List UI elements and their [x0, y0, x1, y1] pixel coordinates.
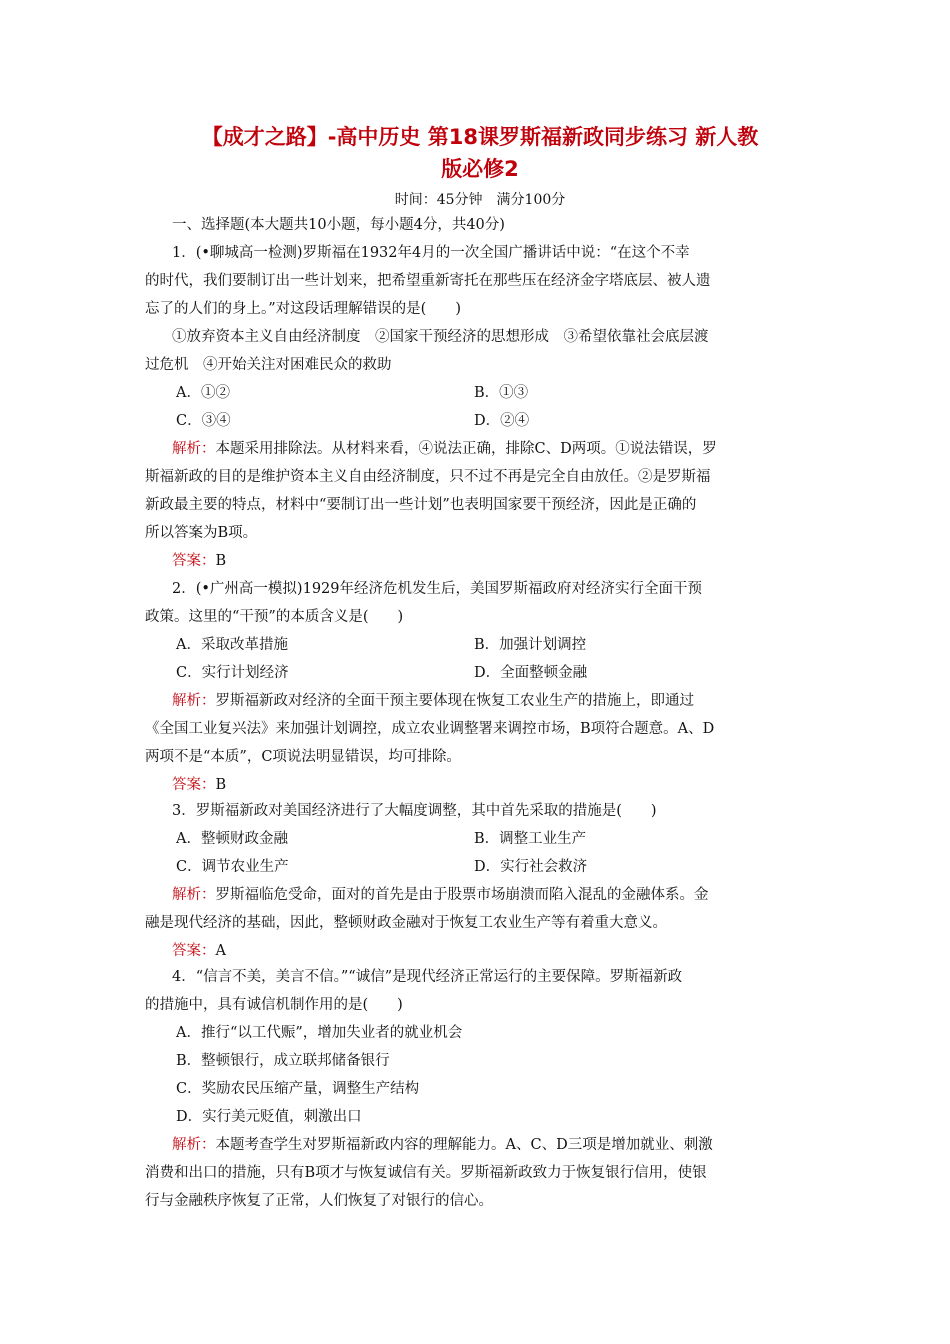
q1-explanation-text1: 本题采用排除法。从材料来看，④说法正确，排除C、D两项。①说法错误，罗	[215, 441, 717, 457]
q4-explanation-line2: 消费和出口的措施，只有B项才与恢复诚信有关。罗斯福新政致力于恢复银行信用，使银	[145, 1165, 707, 1181]
q1-statements-line2: 过危机 ④开始关注对困难民众的救助	[145, 357, 392, 373]
time-limit: 时间：45分钟	[394, 192, 483, 208]
q4-option-d: D．实行美元贬值，刺激出口	[176, 1109, 362, 1125]
q4-option-b: B．整顿银行，成立联邦储备银行	[176, 1053, 390, 1069]
q4-explanation-line1	[172, 1134, 810, 1156]
doc-title-line2: 版必修2	[441, 157, 519, 181]
q2-option-d: D．全面整顿金融	[474, 665, 588, 681]
q2-explanation-line1	[172, 690, 810, 712]
q2-explanation-line3: 两项不是“本质”，C项说法明显错误，均可排除。	[145, 749, 461, 765]
answer-label: 答案：	[172, 553, 216, 569]
q1-stem-line1: 1．(•聊城高一检测)罗斯福在1932年4月的一次全国广播讲话中说：“在这个不幸	[172, 245, 690, 261]
q3-option-a: A．整顿财政金融	[176, 831, 288, 847]
q3-answer	[172, 940, 810, 962]
q3-answer-value: A	[215, 943, 226, 959]
q1-explanation-line4: 所以答案为B项。	[145, 525, 258, 541]
doc-title-line1: 【成才之路】-高中历史 第18课罗斯福新政同步练习 新人教	[201, 125, 759, 149]
q3-option-d: D．实行社会救济	[474, 859, 588, 875]
q1-answer	[172, 550, 810, 572]
q1-statements-line1: ①放弃资本主义自由经济制度 ②国家干预经济的思想形成 ③希望依靠社会底层渡	[172, 329, 709, 345]
explanation-label: 解析：	[172, 441, 216, 457]
q1-explanation-line3: 新政最主要的特点，材料中“要制订出一些计划”也表明国家要干预经济，因此是正确的	[145, 497, 697, 513]
section-heading: 一、选择题(本大题共10小题，每小题4分，共40分)	[172, 217, 505, 233]
q3-explanation-line2: 融是现代经济的基础，因此，整顿财政金融对于恢复工农业生产等有着重大意义。	[145, 915, 667, 931]
q1-stem-line2: 的时代，我们要制订出一些计划来，把希望重新寄托在那些压在经济金字塔底层、被人遗	[145, 273, 711, 289]
q1-option-c: C．③④	[176, 413, 231, 429]
answer-label: 答案：	[172, 777, 216, 793]
q4-option-c: C．奖励农民压缩产量，调整生产结构	[176, 1081, 420, 1097]
q4-explanation-line3: 行与金融秩序恢复了正常，人们恢复了对银行的信心。	[145, 1193, 493, 1209]
explanation-label: 解析：	[172, 887, 216, 903]
q3-stem-line1: 3．罗斯福新政对美国经济进行了大幅度调整，其中首先采取的措施是( )	[172, 803, 657, 819]
q2-option-b: B．加强计划调控	[474, 637, 587, 653]
q1-option-d: D．②④	[474, 413, 530, 429]
q2-option-a: A．采取改革措施	[176, 637, 288, 653]
q4-explanation-text1: 本题考查学生对罗斯福新政内容的理解能力。A、C、D三项是增加就业、刺激	[215, 1137, 713, 1153]
q1-option-a: A．①②	[176, 385, 230, 401]
q4-stem-line2: 的措施中，具有诚信机制作用的是( )	[145, 997, 403, 1013]
q2-answer	[172, 774, 810, 796]
q2-stem-line2: 政策。这里的“干预”的本质含义是( )	[145, 609, 404, 625]
q1-option-b: B．①③	[474, 385, 529, 401]
q1-explanation-line2: 斯福新政的目的是维护资本主义自由经济制度，只不过不再是完全自由放任。②是罗斯福	[145, 469, 711, 485]
q4-stem-line1: 4．“信言不美，美言不信。”“诚信”是现代经济正常运行的主要保障。罗斯福新政	[172, 969, 683, 985]
q4-option-a: A．推行“以工代赈”，增加失业者的就业机会	[176, 1025, 463, 1041]
q3-explanation-text1: 罗斯福临危受命，面对的首先是由于股票市场崩溃而陷入混乱的金融体系。金	[215, 887, 709, 903]
q2-answer-value: B	[215, 777, 227, 793]
q1-explanation-line1	[172, 438, 810, 460]
explanation-label: 解析：	[172, 1137, 216, 1153]
q3-option-c: C．调节农业生产	[176, 859, 289, 875]
q2-stem-line1: 2．(•广州高一模拟)1929年经济危机发生后，美国罗斯福政府对经济实行全面干预	[172, 581, 702, 597]
q3-option-b: B．调整工业生产	[474, 831, 587, 847]
q3-explanation-line1	[172, 884, 810, 906]
q2-explanation-line2: 《全国工业复兴法》来加强计划调控，成立农业调整署来调控市场，B项符合题意。A、D	[145, 721, 715, 737]
exam-meta	[140, 189, 820, 209]
q2-explanation-text1: 罗斯福新政对经济的全面干预主要体现在恢复工农业生产的措施上，即通过	[215, 693, 694, 709]
q1-stem-line3: 忘了的人们的身上。”对这段话理解错误的是( )	[145, 301, 461, 317]
answer-label: 答案：	[172, 943, 216, 959]
explanation-label: 解析：	[172, 693, 216, 709]
q1-answer-value: B	[215, 553, 227, 569]
full-score: 满分100分	[496, 192, 566, 208]
q2-option-c: C．实行计划经济	[176, 665, 289, 681]
